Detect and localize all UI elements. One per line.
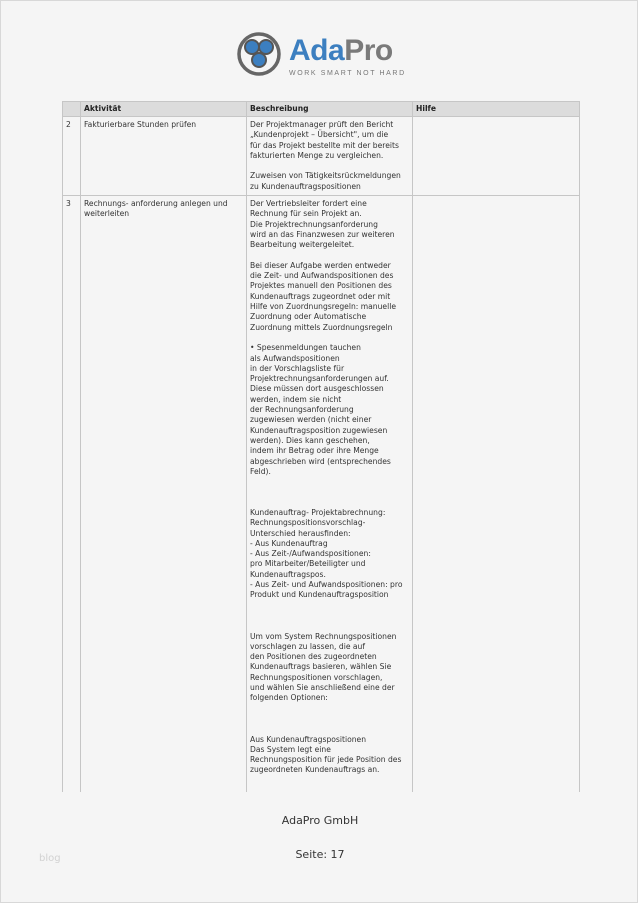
header-help: Hilfe: [413, 102, 580, 117]
logo-circles-icon: [237, 32, 289, 78]
table-header-row: [63, 102, 580, 117]
header-activity: Aktivität: [81, 102, 247, 117]
table-row: [63, 196, 580, 793]
row-number: 3: [63, 196, 81, 793]
logo-brand-ada: Ada: [289, 34, 345, 67]
row-description: Der Vertriebsleiter fordert eine Rechnung für sein Projekt an. Die Projektrechnungsanforderung wird an das Finanzwesen zur weiteren Bearbeitung weitergeleitet. Bei dieser Aufgabe werden entweder die Zeit- und Aufwandspositionen des Projektes manuell den Positionen des Kundenauftrags zugeordnet oder mit Hilfe von Zuordnungsregeln: manuelle Zuordnung oder Automatische Zuordnung mittels Zuordnungsregeln • Spesenmeldungen tauchen als Aufwandspositionen in der Vorschlagsliste für Projektrechnungsanforderungen auf. Diese müssen dort ausgeschlossen werden, indem sie nicht der Rechnungsanforderung zugewiesen werden (nicht einer Kundenauftragsposition zugewiesen werden). Dies kann geschehen, indem ihr Betrag oder ihre Menge abgeschrieben wird (entsprechendes Feld). Kundenauftrag- Projektabrechnung: Rechnungspositionsvorschlag- Unterschied herausfinden: - Aus Kundenauftrag - Aus Zeit-/Aufwandspositionen: pro Mitarbeiter/Beteiligter und Kundenauftragspos. - Aus Zeit- und Aufwandspositionen: pro Produkt und Kundenauftragsposition Um vom System Rechnungspositionen vorschlagen zu lassen, die auf den Positionen des zugeordneten Kundenauftrags basieren, wählen Sie Rechnungspositionen vorschlagen, und wählen Sie anschließend eine der folgenden Optionen: Aus Kundenauftragspositionen Das System legt eine Rechnungsposition für jede Position des zugeordneten Kundenauftrags an.: [247, 196, 413, 793]
page-number: Seite: 17: [295, 848, 345, 861]
header-description: Beschreibung: [247, 102, 413, 117]
row-help: [413, 117, 580, 196]
row-number: 2: [63, 117, 81, 196]
header-nr: [63, 102, 81, 117]
row-help: [413, 196, 580, 793]
logo-wordmark: [289, 34, 393, 68]
watermark: blog: [39, 853, 61, 864]
footer-company: AdaPro GmbH: [281, 814, 359, 827]
table-row: [63, 117, 580, 196]
row-description: Der Projektmanager prüft den Bericht „Kundenprojekt – Übersicht", um die für das Projekt bestellte mit der bereits fakturierten Menge zu vergleichen. Zuweisen von Tätigkeitsrückmeldungen zu Kundenauftragspositionen: [247, 117, 413, 196]
logo-brand-pro: Pro: [344, 34, 393, 67]
adapro-logo: [237, 32, 406, 82]
row-activity: Fakturierbare Stunden prüfen: [81, 117, 247, 196]
logo-tagline: WORK SMART NOT HARD: [289, 70, 406, 77]
row-activity: Rechnungs- anforderung anlegen und weiterleiten: [81, 196, 247, 793]
activity-table: [62, 101, 580, 792]
